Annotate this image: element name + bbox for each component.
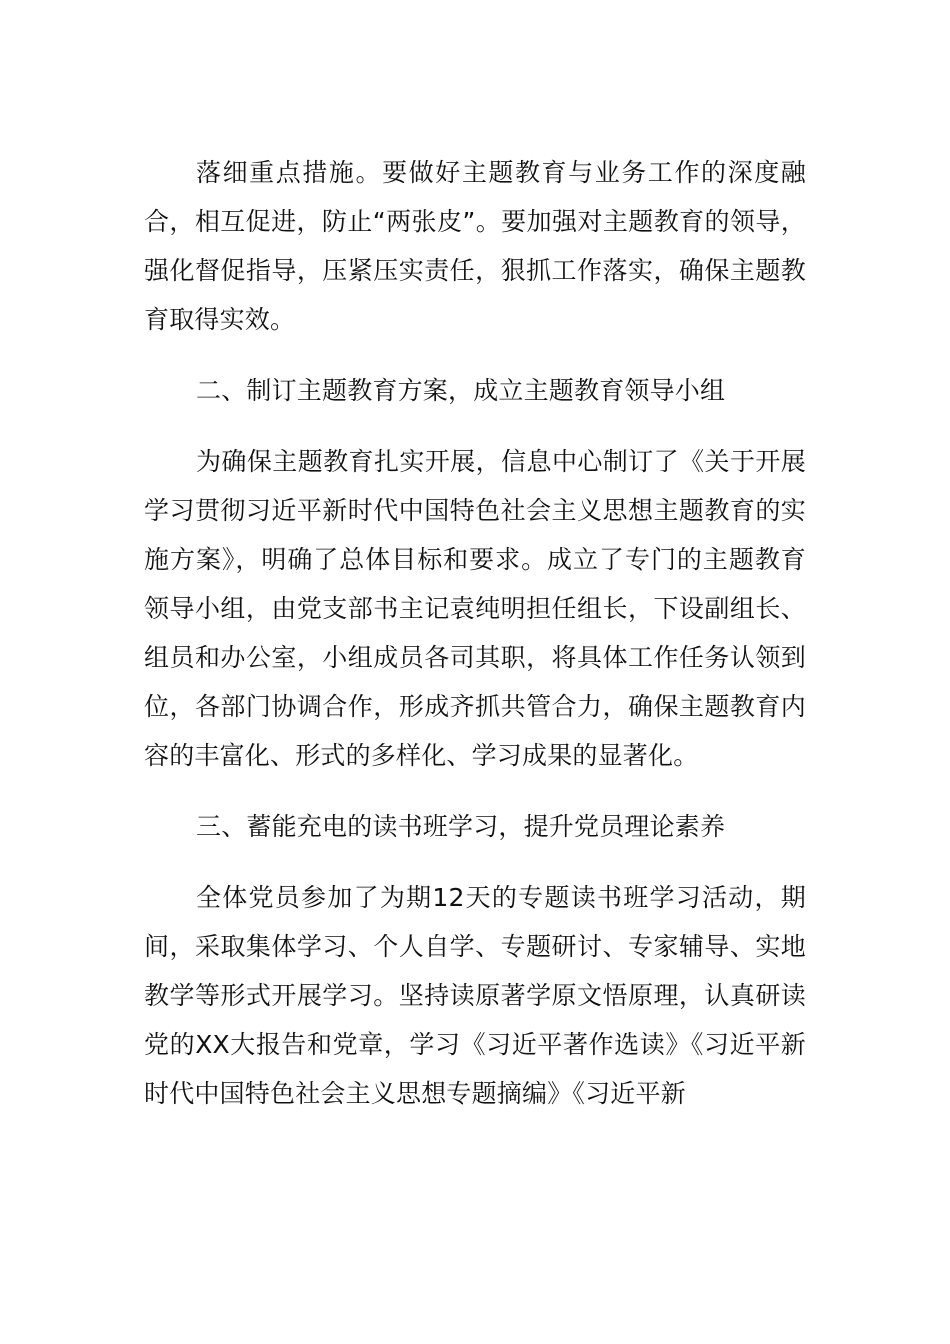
document-body [144,148,806,1140]
paragraph-measures: 落细重点措施。要做好主题教育与业务工作的深度融合，相互促进，防止“两张皮”。要加强对主题教育的领导，强化督促指导，压紧压实责任，狠抓工作落实，确保主题教育取得实效。 [144,158,806,334]
section-heading-three: 三、蓄能充电的读书班学习，提升党员理论素养 [196,812,726,841]
paragraph-study-class: 全体党员参加了为期12天的专题读书班学习活动，期间，采取集体学习、个人自学、专题研讨、专家辅导、实地教学等形式开展学习。坚持读原著学原文悟原理，认真研读党的XX大报告和党章，学习《习近平著作选读》《习近平新时代中国特色社会主义思想专题摘编》《习近平新 [144,883,806,1108]
paragraph-plan: 为确保主题教育扎实开展，信息中心制订了《关于开展学习贯彻习近平新时代中国特色社会主义思想主题教育的实施方案》，明确了总体目标和要求。成立了专门的主题教育领导小组，由党支部书主记袁纯明担任组长，下设副组长、组员和办公室，小组成员各司其职，将具体工作任务认领到位，各部门协调合作，形成齐抓共管合力，确保主题教育内容的丰富化、形式的多样化、学习成果的显著化。 [144,447,806,770]
section-heading-two: 二、制订主题教育方案，成立主题教育领导小组 [196,376,726,405]
